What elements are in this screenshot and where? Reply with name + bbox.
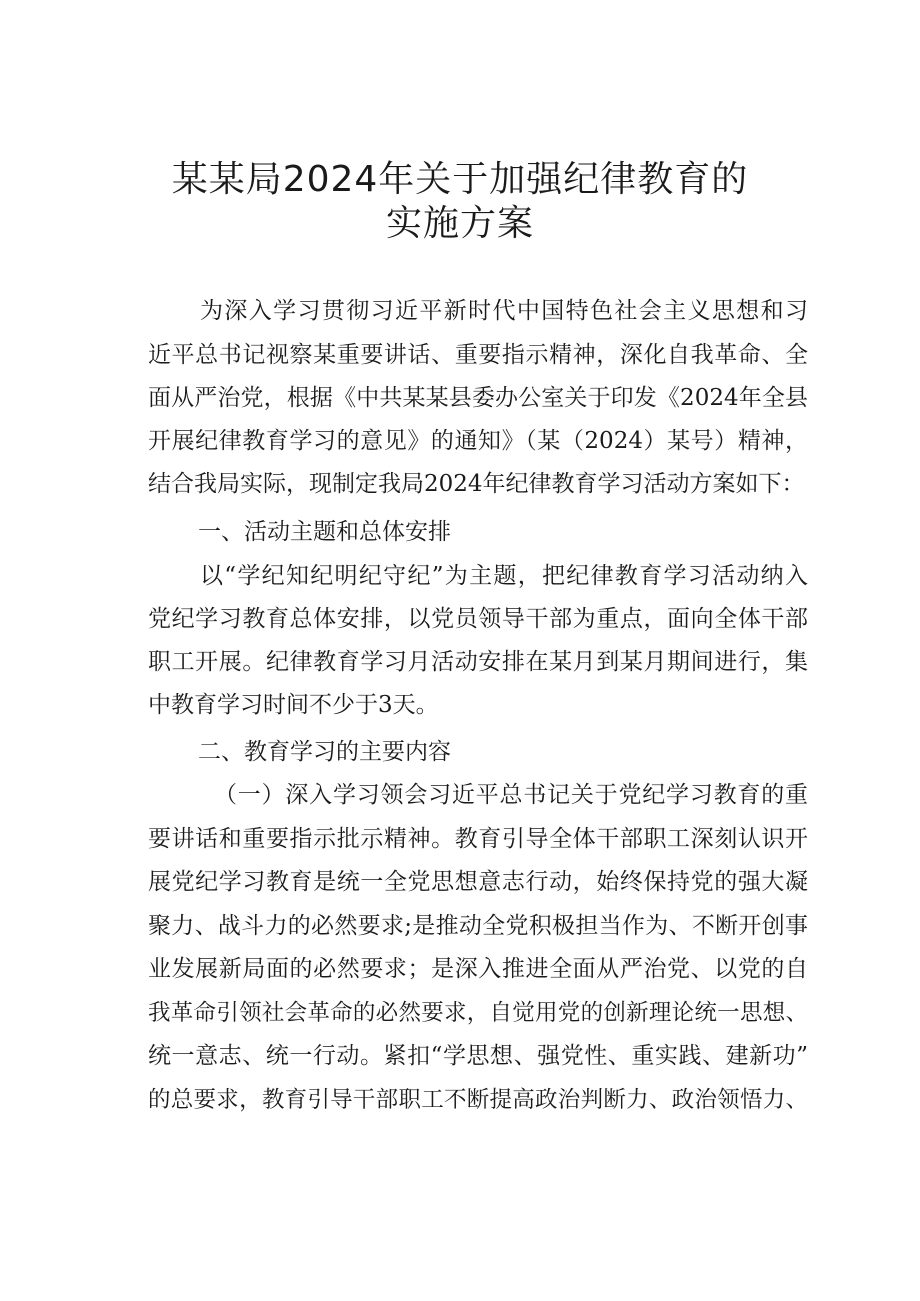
section-1-line-2: 党纪学习教育总体安排，以党员领导干部为重点，面向全体干部	[148, 606, 808, 632]
section-2-line-3: 展党纪学习教育是统一全党思想意志行动，始终保持党的强大凝	[148, 869, 808, 895]
document-title-line-1: 某某局2024年关于加强纪律教育的	[171, 159, 749, 200]
document-title-line-2: 实施方案	[385, 203, 534, 244]
section-2-line-4: 聚力、战斗力的必然要求;是推动全党积极担当作为、不断开创事	[148, 913, 808, 939]
section-1-line-4: 中教育学习时间不少于3天。	[148, 692, 439, 718]
section-2-line-2: 要讲话和重要指示批示精神。教育引导全体干部职工深刻认识开	[148, 826, 808, 852]
section-2-line-8: 的总要求，教育引导干部职工不断提高政治判断力、政治领悟力、	[148, 1087, 808, 1113]
intro-line-3: 面从严治党，根据《中共某某县委办公室关于印发《2024年全县	[148, 385, 808, 411]
section-2-heading: 二、教育学习的主要内容	[198, 739, 451, 765]
section-1-line-3: 职工开展。纪律教育学习月活动安排在某月到某月期间进行，集	[148, 649, 808, 675]
intro-line-2: 近平总书记视察某重要讲话、重要指示精神，深化自我革命、全	[148, 342, 808, 368]
section-2-line-5: 业发展新局面的必然要求；是深入推进全面从严治党、以党的自	[148, 956, 808, 982]
section-2-line-1: （一）深入学习领会习近平总书记关于党纪学习教育的重	[214, 782, 808, 808]
intro-line-5: 结合我局实际，现制定我局2024年纪律教育学习活动方案如下：	[148, 471, 805, 497]
section-1-line-1: 以“学纪知纪明纪守纪”为主题，把纪律教育学习活动纳入	[200, 563, 808, 589]
section-2-line-7: 统一意志、统一行动。紧扣“学思想、强党性、重实践、建新功”	[148, 1043, 808, 1069]
intro-line-4: 开展纪律教育学习的意见》的通知》（某（2024）某号）精神，	[148, 428, 808, 454]
intro-line-1: 为深入学习贯彻习近平新时代中国特色社会主义思想和习	[200, 298, 808, 324]
section-1-heading: 一、活动主题和总体安排	[198, 519, 451, 545]
section-2-line-6: 我革命引领社会革命的必然要求，自觉用党的创新理论统一思想、	[148, 1000, 808, 1026]
